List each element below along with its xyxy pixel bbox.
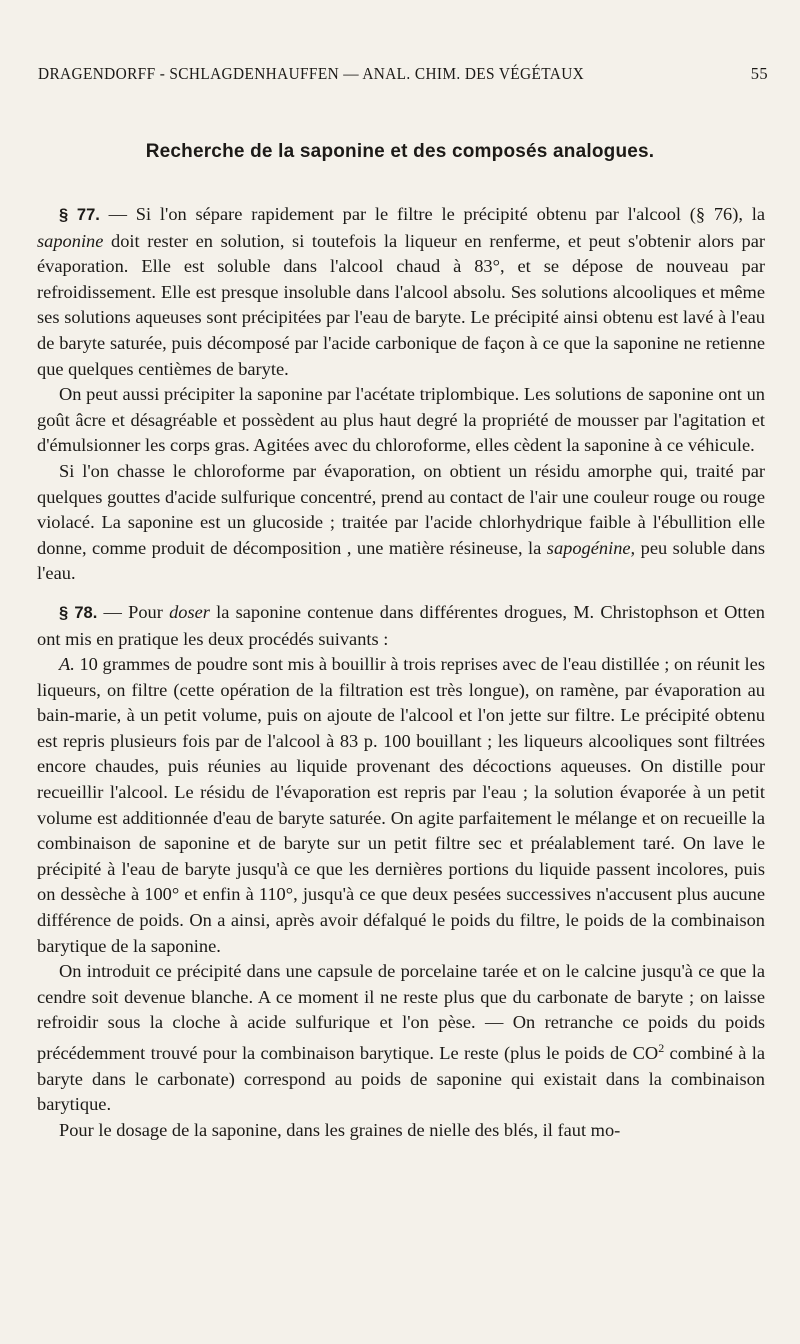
text-run: peu soluble dans l'eau. [37, 537, 765, 584]
text-run: doit rester en solution, si toutefois la liqueur en renferme, et peut s'obtenir alors par évaporation. Elle est soluble dans l'alcool chaud à 83°, et se dépose de nouveau par refroidissement. Elle est presque insoluble dans l'alcool absolu. Ses solutions alcooliques et même ses solutions aqueuses sont précipitées par l'eau de baryte. Le précipité ainsi obtenu est lavé à l'eau de baryte saturée, puis décomposé par l'acide carbonique de façon à ce que la saponine ne retienne que quelques centièmes de baryte. [37, 230, 765, 379]
section-number: § 78. [59, 603, 98, 622]
paragraph [37, 459, 765, 587]
italic-term: doser [169, 601, 210, 622]
paragraph [37, 959, 765, 1118]
italic-term: sapogénine, [546, 537, 636, 558]
text-run: 10 grammes de poudre sont mis à bouillir à trois reprises avec de l'eau distillée ; on réunit les liqueurs, on filtre (cette opération de la filtration est très longue), on ramène, par évaporation au bain-marie, à un petit volume, puis on ajoute de l'alcool et l'on jette sur filtre. Le précipité obtenu est repris plusieurs fois par de l'alcool à 83 p. 100 bouillant ; les liqueurs alcooliques sont filtrées encore chaudes, puis réunies au liquide provenant des décoctions aqueuses. On distille pour recueillir l'alcool. Le résidu de l'évaporation est repris par l'eau ; la solution évaporée à un petit volume est additionnée d'eau de baryte saturée. On agite parfaitement le mélange et on recueille la combinaison de saponine et de baryte sur un petit filtre sec et préalablement taré. On lave le précipité à l'eau de baryte jusqu'à ce que les dernières portions du liquide passent incolores, puis on dessèche à 100° et enfin à 110°, jusqu'à ce que deux pesées successives n'accusent plus aucune différence de poids. On a ainsi, après avoir défalqué le poids du filtre, le poids de la combinaison barytique de la saponine. [37, 654, 765, 956]
page-number: 55 [750, 64, 768, 83]
section-number: § 77. [59, 206, 100, 224]
body-text [37, 202, 765, 1144]
paragraph [37, 382, 765, 459]
paragraph [37, 1118, 765, 1144]
text-run: Pour le dosage de la saponine, dans les graines de nielle des blés, il faut mo- [59, 1119, 621, 1140]
paragraph [37, 202, 765, 382]
text-run: On peut aussi précipiter la saponine par l'acétate triplombique. Les solutions de saponine ont un goût âcre et désagréable et possèdent au plus haut degré la propriété de mousser par l'agitation et d'émulsionner les corps gras. Agitées avec du chloroforme, elles cèdent la saponine à ce véhicule. [37, 384, 765, 456]
text-run: Si l'on chasse le chloroforme par évaporation, on obtient un résidu amorphe qui, traité par quelques gouttes d'acide sulfurique concentré, prend au contact de l'air une couleur rouge ou rouge violacé. La saponine est un glucoside ; traitée par l'acide chlorhydrique faible à l'ébullition elle donne, comme produit de décomposition , une matière résineuse, la [37, 460, 765, 558]
text-run: — Pour [97, 601, 170, 622]
text-run: combiné à la baryte dans le carbonate) correspond au poids de saponine qui existait dans la combinaison barytique. [37, 1043, 765, 1115]
superscript: 2 [658, 1041, 665, 1055]
running-header [38, 64, 768, 84]
text-run: — Si l'on sépare rapidement par le filtre le précipité obtenu par l'alcool (§ 76), la [99, 204, 765, 224]
paragraph [37, 652, 765, 959]
text-run: On introduit ce précipité dans une capsule de porcelaine tarée et on le calcine jusqu'à ce que la cendre soit devenue blanche. A ce moment il ne reste plus que du carbonate de baryte ; on laisse refroidir sous la cloche à acide sulfurique et l'on pèse. — On retranche ce poids du poids précédemment trouvé pour la combinaison barytique. Le reste (plus le poids de CO [37, 961, 765, 1064]
italic-term: saponine [37, 230, 104, 251]
section-title: Recherche de la saponine et des composés analogues. [145, 141, 655, 162]
paragraph [37, 600, 765, 652]
italic-term: A. [59, 654, 75, 675]
text-run: la saponine contenue dans différentes drogues, M. Christophson et Otten ont mis en pratique les deux procédés suivants : [37, 601, 765, 649]
running-title: DRAGENDORFF - SCHLAGDENHAUFFEN — ANAL. CHIM. DES VÉGÉTAUX [38, 64, 585, 83]
